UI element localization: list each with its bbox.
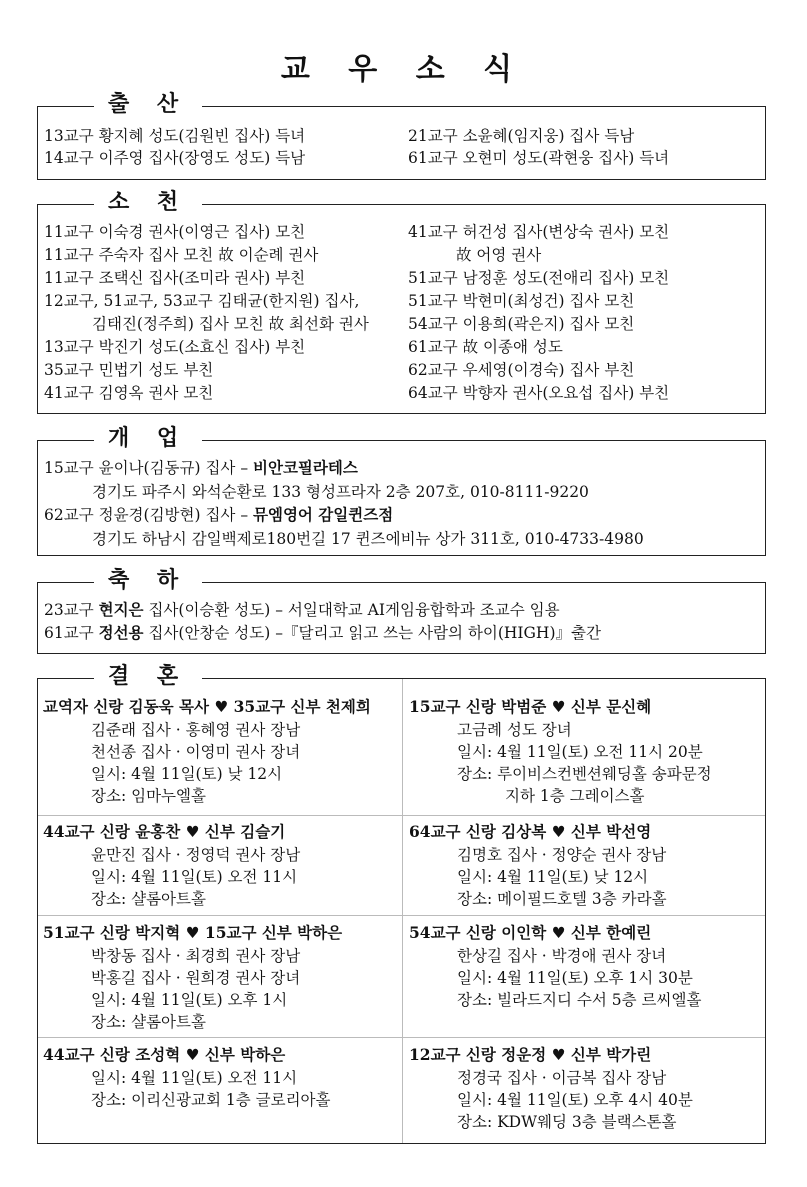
wedding-detail: 장소: 메이필드호텔 3층 카라홀 xyxy=(457,890,667,908)
wedding-detail: 지하 1층 그레이스홀 xyxy=(505,787,645,805)
heart-icon: ♥ xyxy=(214,698,229,716)
wedding-detail: 일시: 4월 11일(토) 오전 11시 xyxy=(91,1069,298,1087)
congrats-parish: 61교구 xyxy=(44,624,99,642)
wedding-detail: 일시: 4월 11일(토) 오후 1시 30분 xyxy=(457,969,693,987)
groom: 51교구 신랑 박지혁 xyxy=(43,923,181,942)
bride: 신부 박하은 xyxy=(204,1045,286,1064)
page-title: 교 우 소 식 xyxy=(280,52,527,87)
death-item: 62교구 우세영(이경숙) 집사 부친 xyxy=(408,361,635,379)
death-item: 64교구 박향자 권사(오요섭 집사) 부친 xyxy=(408,384,670,402)
wedding-detail: 천선종 집사 · 이영미 권사 장녀 xyxy=(91,743,301,761)
wedding-detail: 박홍길 집사 · 원희경 권사 장녀 xyxy=(91,969,301,987)
wedding-detail: 한상길 집사 · 박경애 권사 장녀 xyxy=(457,947,667,965)
wedding-detail: 장소: 이리신광교회 1층 글로리아홀 xyxy=(91,1091,331,1109)
wedding-detail: 일시: 4월 11일(토) 오전 11시 xyxy=(91,868,298,886)
wedding-detail: 장소: KDW웨딩 3층 블랙스톤홀 xyxy=(457,1113,677,1131)
wedding-cell xyxy=(43,695,371,807)
wedding-cell xyxy=(43,820,300,910)
opening-entry xyxy=(44,504,393,526)
wedding-cell xyxy=(409,921,701,1011)
wedding-detail: 일시: 4월 11일(토) 오후 1시 xyxy=(91,991,288,1009)
wedding-couple xyxy=(43,1043,331,1067)
congrats-section xyxy=(37,568,766,654)
congrats-entry xyxy=(44,599,560,621)
opening-owner: 62교구 정윤경(김방현) 집사 – xyxy=(44,506,254,524)
wedding-cell xyxy=(43,921,342,1033)
birth-item: 14교구 이주영 집사(장영도 성도) 득남 xyxy=(44,149,306,167)
congrats-detail: 집사(안창순 성도) –『달리고 읽고 쓰는 사람의 하이(HIGH)』출간 xyxy=(143,624,601,642)
wedding-couple xyxy=(409,1043,693,1067)
death-item: 51교구 박현미(최성건) 집사 모친 xyxy=(408,292,635,310)
wedding-heading: 결 혼 xyxy=(94,663,202,691)
death-item: 51교구 남정훈 성도(전애리 집사) 모친 xyxy=(408,269,670,287)
wedding-detail: 정경국 집사 · 이금복 집사 장남 xyxy=(457,1069,667,1087)
groom: 64교구 신랑 김상복 xyxy=(409,822,547,841)
death-item: 13교구 박진기 성도(소효신 집사) 부친 xyxy=(44,338,306,356)
wedding-detail: 장소: 임마누엘홀 xyxy=(91,787,206,805)
death-item: 故 어영 권사 xyxy=(456,246,542,264)
congrats-entry xyxy=(44,622,601,644)
birth-item: 21교구 소윤혜(임지웅) 집사 득남 xyxy=(408,127,635,145)
death-item: 41교구 허건성 집사(변상숙 권사) 모친 xyxy=(408,223,670,241)
groom: 교역자 신랑 김동욱 목사 xyxy=(43,697,209,716)
opening-business: 뮤엠영어 감일퀸즈점 xyxy=(253,505,394,524)
wedding-detail: 장소: 샬롬아트홀 xyxy=(91,890,206,908)
heart-icon: ♥ xyxy=(185,823,200,841)
opening-heading: 개 업 xyxy=(94,425,202,453)
bride: 신부 박선영 xyxy=(570,822,652,841)
death-item: 61교구 故 이종애 성도 xyxy=(408,338,563,356)
wedding-divider xyxy=(38,1037,765,1038)
birth-item: 61교구 오현미 성도(곽현웅 집사) 득녀 xyxy=(408,149,670,167)
groom: 15교구 신랑 박범준 xyxy=(409,697,547,716)
wedding-detail: 윤만진 집사 · 정영덕 권사 장남 xyxy=(91,846,301,864)
death-heading: 소 천 xyxy=(94,189,202,217)
wedding-cell xyxy=(43,1043,331,1111)
wedding-divider xyxy=(402,679,403,1143)
death-item: 54교구 이용희(곽은지) 집사 모친 xyxy=(408,315,635,333)
bride: 신부 박가린 xyxy=(570,1045,652,1064)
heart-icon: ♥ xyxy=(551,924,566,942)
wedding-detail: 박창동 집사 · 최경희 권사 장남 xyxy=(91,947,301,965)
bride: 신부 김슬기 xyxy=(204,822,286,841)
wedding-section xyxy=(37,664,766,1144)
heart-icon: ♥ xyxy=(185,1046,200,1064)
wedding-detail: 장소: 루이비스컨벤션웨딩홀 송파문정 xyxy=(457,765,712,783)
congrats-parish: 23교구 xyxy=(44,601,99,619)
groom: 12교구 신랑 정운정 xyxy=(409,1045,547,1064)
wedding-detail: 고금례 성도 장녀 xyxy=(457,721,572,739)
death-item: 12교구, 51교구, 53교구 김태균(한지원) 집사, xyxy=(44,292,360,310)
heart-icon: ♥ xyxy=(185,924,200,942)
birth-heading: 출 산 xyxy=(94,91,202,119)
opening-address: 경기도 하남시 감일백제로180번길 17 퀸즈에비뉴 상가 311호, 010-4733-4980 xyxy=(92,530,644,548)
opening-business: 비안코필라테스 xyxy=(253,458,358,477)
congrats-name: 정선용 xyxy=(98,623,144,642)
wedding-detail: 김명호 집사 · 정양순 권사 장남 xyxy=(457,846,667,864)
congrats-heading: 축 하 xyxy=(94,567,202,595)
congrats-detail: 집사(이승환 성도) – 서일대학교 AI게임융합학과 조교수 임용 xyxy=(143,601,560,619)
wedding-divider xyxy=(38,815,765,816)
wedding-cell xyxy=(409,695,712,807)
bride: 15교구 신부 박하은 xyxy=(204,923,343,942)
wedding-couple xyxy=(409,921,701,945)
wedding-couple xyxy=(43,921,342,945)
wedding-detail: 장소: 빌라드지디 수서 5층 르씨엘홀 xyxy=(457,991,702,1009)
bride: 신부 한예린 xyxy=(570,923,652,942)
death-section xyxy=(37,190,766,414)
wedding-detail: 일시: 4월 11일(토) 오전 11시 20분 xyxy=(457,743,703,761)
opening-address: 경기도 파주시 와석순환로 133 형성프라자 2층 207호, 010-8111-9220 xyxy=(92,483,589,501)
heart-icon: ♥ xyxy=(551,823,566,841)
congrats-name: 현지은 xyxy=(98,600,144,619)
wedding-detail: 장소: 샬롬아트홀 xyxy=(91,1013,206,1031)
wedding-couple xyxy=(43,695,371,719)
heart-icon: ♥ xyxy=(551,1046,566,1064)
wedding-couple xyxy=(43,820,300,844)
groom: 54교구 신랑 이인학 xyxy=(409,923,547,942)
death-item: 11교구 이숙경 권사(이영근 집사) 모친 xyxy=(44,223,306,241)
bride: 35교구 신부 천제희 xyxy=(233,697,371,716)
wedding-detail: 일시: 4월 11일(토) 낮 12시 xyxy=(91,765,283,783)
death-item: 41교구 김영옥 권사 모친 xyxy=(44,384,214,402)
wedding-couple xyxy=(409,820,667,844)
death-item: 35교구 민법기 성도 부친 xyxy=(44,361,214,379)
wedding-cell xyxy=(409,820,667,910)
wedding-cell xyxy=(409,1043,693,1133)
death-item: 11교구 조택신 집사(조미라 권사) 부친 xyxy=(44,269,306,287)
groom: 44교구 신랑 조성혁 xyxy=(43,1045,181,1064)
opening-entry xyxy=(44,457,358,479)
bride: 신부 문신혜 xyxy=(570,697,652,716)
death-item: 김태진(정주희) 집사 모친 故 최선화 권사 xyxy=(92,315,369,333)
groom: 44교구 신랑 윤홍찬 xyxy=(43,822,181,841)
wedding-divider xyxy=(38,915,765,916)
opening-section xyxy=(37,426,766,556)
birth-item: 13교구 황지혜 성도(김원빈 집사) 득녀 xyxy=(44,127,306,145)
birth-section xyxy=(37,92,766,180)
wedding-detail: 김준래 집사 · 홍혜영 권사 장남 xyxy=(91,721,301,739)
wedding-detail: 일시: 4월 11일(토) 오후 4시 40분 xyxy=(457,1091,693,1109)
wedding-couple xyxy=(409,695,712,719)
opening-owner: 15교구 윤이나(김동규) 집사 – xyxy=(44,459,254,477)
heart-icon: ♥ xyxy=(551,698,566,716)
death-item: 11교구 주숙자 집사 모친 故 이순례 권사 xyxy=(44,246,319,264)
wedding-detail: 일시: 4월 11일(토) 낮 12시 xyxy=(457,868,649,886)
